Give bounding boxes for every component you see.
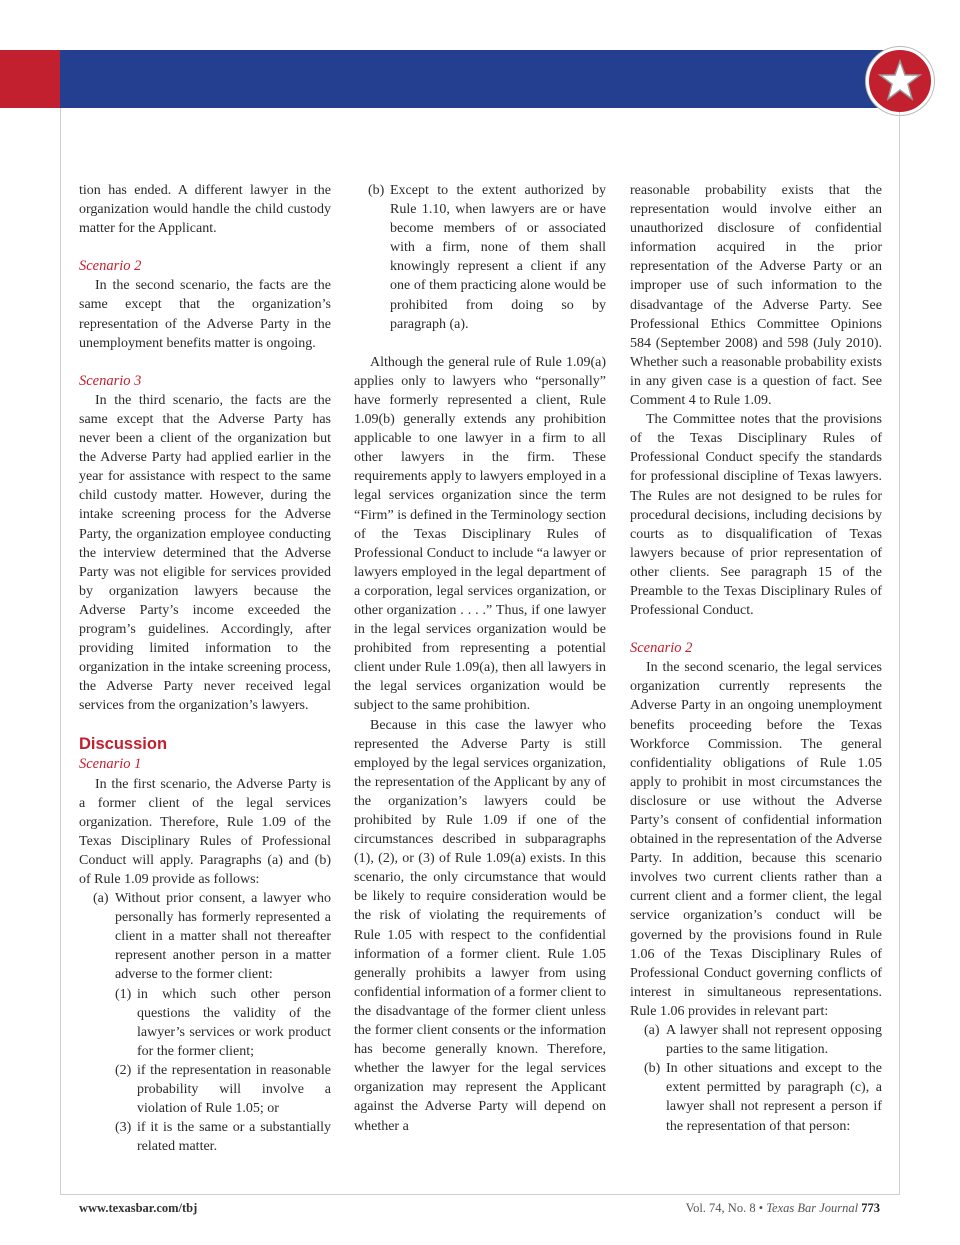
list-text: if the representation in reasonable probability will involve a violation of Rule 1.05; or (137, 1062, 331, 1117)
rule-109a (79, 889, 331, 984)
column-right (630, 181, 882, 1136)
list-marker: (1) (115, 986, 132, 1002)
footer-url[interactable]: www.texasbar.com/tbj (79, 1201, 198, 1215)
star-icon (878, 59, 922, 103)
list-text: in which such other person questions the validity of the lawyer’s services or work product for the former client; (137, 986, 331, 1059)
page-frame-bottom (60, 1194, 900, 1195)
page-frame-left (60, 108, 61, 1195)
paragraph: In the third scenario, the facts are the same except that the Adverse Party has never been a client of the organization but the Adverse Party had applied earlier in the year for assistance with respect to the same child custody matter. However, during the intake screening process for the Adverse Party, the organization employee conducting the interview determined that the Adverse Party was not eligible for services provided by organization lawyers because the Adverse Party’s income exceeded the program’s guidelines. Accordingly, after providing limited information to the organization in the intake screening process, the Adverse Party never received legal services from the organization’s lawyers. (79, 392, 331, 714)
scenario-2-heading: Scenario 2 (79, 258, 142, 275)
star-seal (866, 47, 934, 115)
list-text: Except to the extent authorized by Rule 1.10, when lawyers are or have become members of or associated with a firm, none of them shall knowingly represent a client if any one of them practicing alone would be prohibited from doing so by paragraph (a). (390, 183, 606, 332)
paragraph: The Committee notes that the provisions of the Texas Disciplinary Rules of Professional Conduct specify the standards for professional discipline of Texas lawyers. The Rules are not designed to be rules for procedural decisions, including decisions by courts as to disqualification of Texas lawyers because of prior representation of other clients. See paragraph 15 of the Preamble to the Texas Disciplinary Rules of Professional Conduct. (630, 412, 882, 619)
page-frame-right (899, 112, 900, 1195)
list-marker: (2) (115, 1062, 132, 1078)
list-text: if it is the same or a substantially related matter. (137, 1120, 331, 1155)
rule-109b (354, 181, 606, 334)
footer-citation (686, 1201, 880, 1216)
paragraph: In the second scenario, the legal services organization currently represents the Adverse Party in an ongoing unemployment benefits proceeding before the Texas Workforce Commission. The general confidentiality obligations of Rule 1.05 apply to prohibit in most circumstances the disclosure or use without the Adverse Party’s consent of confidential information obtained in the representation of the Adverse Party. In addition, because this scenario involves two current clients rather than a current client and a former client, the legal service organization’s conduct will be governed by the provisions found in Rule 1.06 of the Texas Disciplinary Rules of Professional Conduct governing conflicts of interest in simultaneous representations. Rule 1.06 provides in relevant part: (630, 660, 882, 1019)
discussion-heading: Discussion (79, 735, 168, 754)
rule-109a-1 (79, 985, 331, 1061)
paragraph: reasonable probability exists that the representation would involve either an unauthorized disclosure of confidential information acquired in the prior representation of the Adverse Party or an improper use of such information to the disadvantage of the Adverse Party. See Professional Ethics Committee Opinions 584 (September 2008) and 598 (July 2010). Whether such a reasonable probability exists in any given case is a question of fact. See Comment 4 to Rule 1.09. (630, 183, 882, 409)
volume-info: Vol. 74, No. 8 (685, 1201, 756, 1215)
scenario-3-heading: Scenario 3 (79, 372, 142, 389)
journal-title: Texas Bar Journal (766, 1201, 859, 1215)
list-text: In other situations and except to the extent permitted by paragraph (c), a lawyer shall not represent a person if the representation of that person: (666, 1061, 882, 1134)
rule-106a (630, 1021, 882, 1059)
paragraph: tion has ended. A different lawyer in the organization would handle the child custody matter for the Applicant. (79, 183, 331, 237)
list-text: A lawyer shall not represent opposing parties to the same litigation. (666, 1023, 882, 1058)
column-left (79, 181, 331, 1156)
rule-106b (630, 1059, 882, 1135)
bullet-separator: • (758, 1201, 764, 1215)
list-marker: (b) (368, 183, 385, 198)
header-blue-band (60, 50, 900, 108)
rule-109a-3 (79, 1118, 331, 1156)
list-text: Without prior consent, a lawyer who personally has formerly represented a client in a matter shall not thereafter represent another person in a matter adverse to the former client: (115, 891, 331, 983)
header-red-band (0, 50, 60, 108)
column-middle (354, 181, 606, 1136)
scenario-1-heading: Scenario 1 (79, 756, 142, 773)
list-marker: (3) (115, 1120, 132, 1136)
list-marker: (a) (644, 1023, 660, 1039)
paragraph: In the second scenario, the facts are the same except that the organization’s representation of the Adverse Party in the unemployment benefits matter is ongoing. (79, 278, 331, 351)
list-marker: (a) (93, 891, 109, 907)
rule-109a-2 (79, 1061, 331, 1118)
list-marker: (b) (644, 1061, 661, 1077)
scenario-2-heading: Scenario 2 (630, 640, 693, 657)
paragraph: In the first scenario, the Adverse Party is a former client of the legal services organization. Therefore, Rule 1.09 of the Texas Disciplinary Rules of Professional Conduct will apply. Paragraphs (a) and (b) of Rule 1.09 provide as follows: (79, 776, 331, 887)
paragraph: Because in this case the lawyer who represented the Adverse Party is still employed by the legal services organization, the representation of the Applicant by any of the organization’s lawyers could be prohibited by Rule 1.09 if one of the circumstances described in subparagraphs (1), (2), or (3) of Rule 1.09(a) exists. In this scenario, the only circumstance that would be likely to require consideration would be the risk of violating the requirements of Rule 1.05 with respect to the confidential information of a former client. Rule 1.05 generally prohibits a lawyer from using confidential information of a former client to the disadvantage of the former client unless the former client consents or the information has become generally known. Therefore, whether the lawyer for the legal services organization may represent the Applicant against the Adverse Party will depend on whether a (354, 717, 606, 1134)
paragraph: Although the general rule of Rule 1.09(a) applies only to lawyers who “personally” have formerly represented a client, Rule 1.09(b) generally extends any prohibition applicable to one lawyer in a firm to all other lawyers in the firm. These requirements apply to lawyers employed in a legal services organization since the term “Firm” is defined in the Terminology section of the Texas Disciplinary Rules of Professional Conduct to include “a lawyer or lawyers employed in the legal department of a corporation, legal services organization, or other organization . . . .” Thus, if one lawyer in the legal services organization would be prohibited from representing a potential client under Rule 1.09(a), then all lawyers in the legal services organization would be subject to the same prohibition. (354, 354, 606, 714)
page-number: 773 (861, 1201, 880, 1215)
